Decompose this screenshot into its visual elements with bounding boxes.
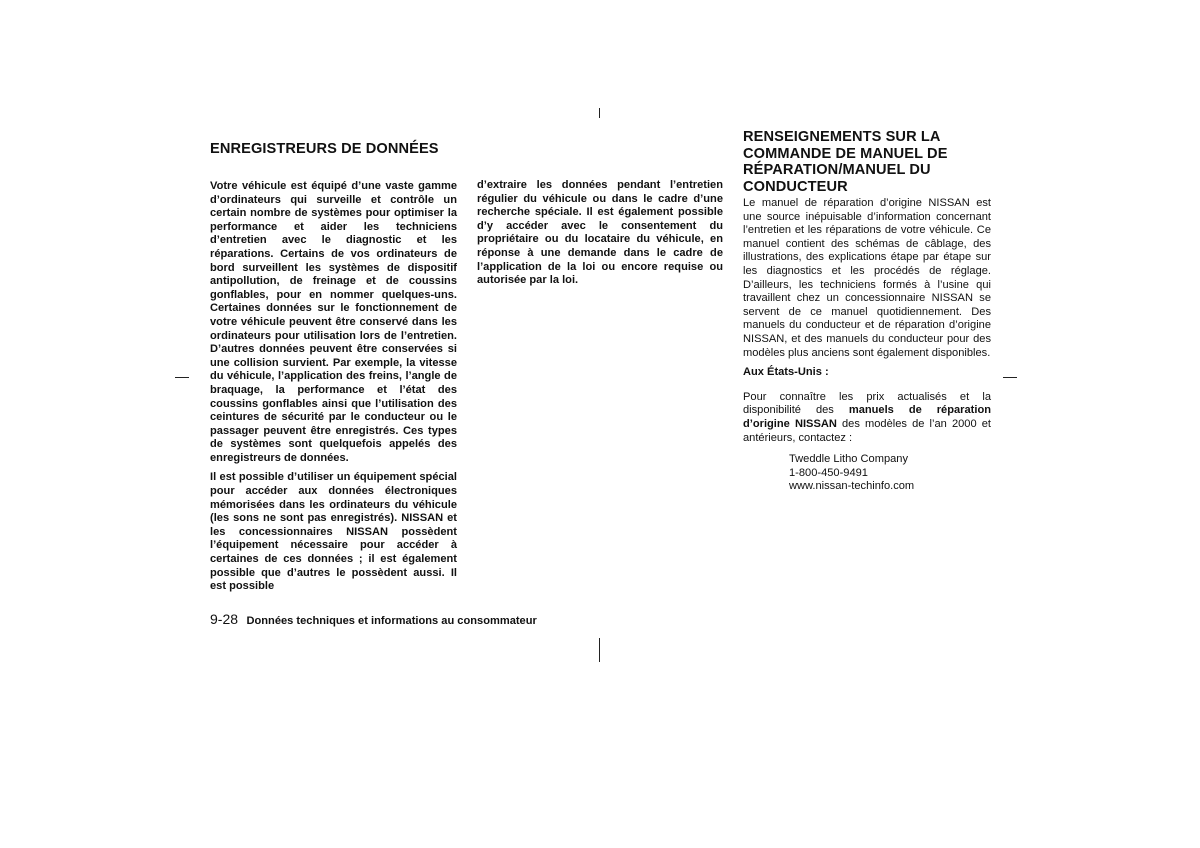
paragraph-2-end: des modèles de l’an 2000 et antérieurs, contactez : xyxy=(743,417,991,444)
left-column xyxy=(210,141,457,594)
footer-section-title: Données techniques et informations au consommateur xyxy=(246,615,537,627)
section-title-data-recorders: ENREGISTREURS DE DONNÉES xyxy=(210,141,439,157)
data-recorders-paragraph-3: d’extraire les données pendant l’entretien régulier du véhicule ou dans le cadre d’une recherche spéciale. Il est également possible d’y accéder avec le consentement du propriétaire ou du locataire du véhicule, en réponse à une demande dans le cadre de l’application de la loi ou encore requise ou autorisée par la loi. xyxy=(477,179,723,287)
contact-website: www.nissan-techinfo.com xyxy=(789,480,915,493)
contact-company: Tweddle Litho Company xyxy=(789,453,909,466)
crop-mark-top xyxy=(599,108,600,118)
crop-mark-bottom xyxy=(599,638,600,662)
data-recorders-paragraph-1: Votre véhicule est équipé d’une vaste gamme d’ordinateurs qui surveille et contrôle un certain nombre de systèmes pour optimiser la performance et aider les techniciens d’entretien avec le diagnostic et les réparations. Certains de vos ordinateurs de bord surveillent les systèmes de dispositif antipollution, de freinage et de coussins gonflables, pour en nommer quelques-uns. Certaines données sur le fonctionnement de votre véhicule peuvent être conservé dans les ordinateurs pour utilisation lors de l’entretien. D’autres données peuvent être conservées si une collision survient. Par exemple, la vitesse du véhicule, l’application des freins, l’angle de braquage, la performance et l’état des coussins gonflables ainsi que l’utilisation des ceintures de sécurité par le conducteur ou le passager peuvent être enregistrés. Ces types de systèmes sont quelquefois appelés des enregistreurs de données. xyxy=(210,180,457,464)
manual-ordering-paragraph-2 xyxy=(743,391,991,445)
contact-block xyxy=(789,453,991,494)
manual-ordering-paragraph-1: Le manuel de réparation d’origine NISSAN est une source inépuisable d’information concernant l’entretien et les réparations de votre véhicule. Ce manuel contient des schémas de câblage, des illustrations, des explications étape par étape sur les diagnostics et les procédés de réglage. D’ailleurs, les techniciens formés à l’usine qui travaillent chez un concessionnaire NISSAN se servent de ce manuel quotidiennement. Des manuels du conducteur et de réparation d’origine NISSAN, et des manuels du conducteur pour des modèles plus anciens sont également disponibles. xyxy=(743,197,991,359)
paragraph-2-emphasis: manuels de réparation d’origine NISSAN xyxy=(743,404,991,430)
page-number: 9-28 xyxy=(210,611,239,627)
contact-phone: 1-800-450-9491 xyxy=(789,466,868,479)
data-recorders-paragraph-2: Il est possible d’utiliser un équipement spécial pour accéder aux données électroniques mémorisées dans les ordinateurs du véhicule (les sons ne sont pas enregistrés). NISSAN et les concessionnaires NISSAN possèdent l’équipement nécessaire pour accéder à certaines de ces données ; il est également possible que d’autres le possèdent aussi. Il est possible xyxy=(210,471,457,593)
usa-subheading: Aux États-Unis : xyxy=(743,366,829,379)
section-title-manual-ordering: RENSEIGNEMENTS SUR LA COMMANDE DE MANUEL DE RÉPARATION/MANUEL DU CONDUCTEUR xyxy=(743,129,948,195)
paragraph-2-start: Pour connaître les prix actualisés et la disponibilité des xyxy=(743,390,991,417)
page-footer xyxy=(210,611,537,629)
middle-column xyxy=(477,179,723,288)
crop-mark-right xyxy=(1003,377,1017,378)
right-column xyxy=(743,129,991,494)
crop-mark-left xyxy=(175,377,189,378)
